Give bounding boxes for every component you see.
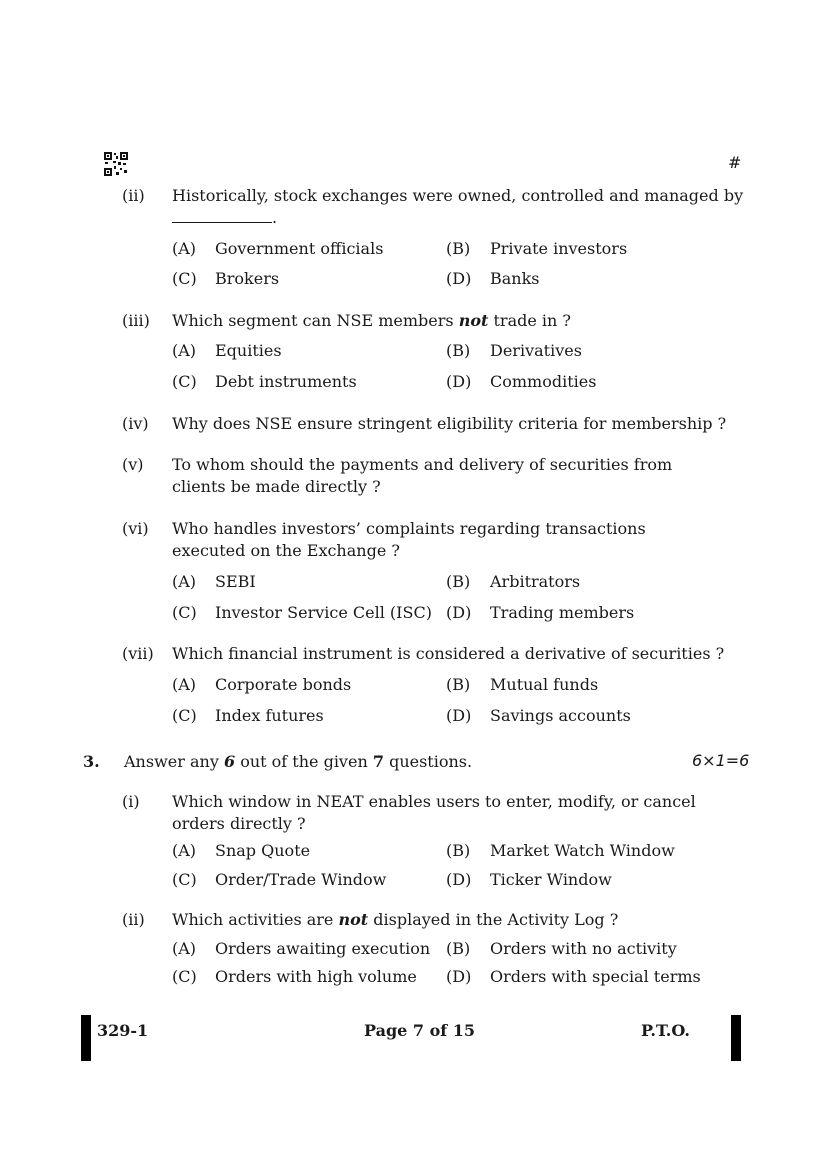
question-blank <box>172 207 277 229</box>
question-keyword: not <box>458 311 489 330</box>
section-number: 3. <box>83 752 100 771</box>
option-text: Investor Service Cell (ISC) <box>215 603 432 622</box>
option-label: (B) <box>446 572 471 591</box>
option-label: (D) <box>446 967 472 986</box>
option-text: Banks <box>490 269 540 288</box>
option-label: (A) <box>172 341 197 360</box>
page-hash-mark: # <box>728 153 742 172</box>
question-number: (i) <box>122 792 140 811</box>
question-number: (ii) <box>122 186 145 205</box>
option-text: Snap Quote <box>215 841 311 860</box>
question-text: Which window in NEAT enables users to enter, modify, or cancel orders directly ? <box>172 792 696 833</box>
option-label: (C) <box>172 372 197 391</box>
option-label: (C) <box>172 603 197 622</box>
option-text: Government officials <box>215 239 384 258</box>
option-label: (A) <box>172 841 197 860</box>
question-number: (v) <box>122 455 144 474</box>
section-instruction <box>124 751 472 773</box>
option-text: Mutual funds <box>490 675 599 694</box>
instruction-count-answer: 6 <box>223 752 236 771</box>
option-text: Orders with no activity <box>490 939 677 958</box>
instruction-mid: out of the given <box>240 752 368 771</box>
question-text-post: displayed in the Activity Log ? <box>373 910 619 929</box>
option-text: Equities <box>215 341 282 360</box>
question-text-post: trade in ? <box>493 311 571 330</box>
option-label: (A) <box>172 675 197 694</box>
option-text: Orders awaiting execution <box>215 939 431 958</box>
option-label: (B) <box>446 341 471 360</box>
option-text: Commodities <box>490 372 597 391</box>
question-number: (ii) <box>122 910 145 929</box>
option-text: SEBI <box>215 572 256 591</box>
option-text: Orders with special terms <box>490 967 701 986</box>
option-text: Savings accounts <box>490 706 631 725</box>
question-number: (vii) <box>122 644 154 663</box>
option-label: (A) <box>172 939 197 958</box>
please-turn-over: P.T.O. <box>641 1021 690 1040</box>
instruction-count-total: 7 <box>372 752 384 771</box>
option-text: Market Watch Window <box>490 841 675 860</box>
question-keyword: not <box>338 910 369 929</box>
option-text: Corporate bonds <box>215 675 352 694</box>
option-label: (C) <box>172 706 197 725</box>
option-label: (D) <box>446 372 472 391</box>
option-text: Trading members <box>490 603 635 622</box>
option-text: Index futures <box>215 706 324 725</box>
question-text-end: . <box>272 208 278 227</box>
option-label: (B) <box>446 841 471 860</box>
question-text-pre: Which segment can NSE members <box>172 311 454 330</box>
option-text: Debt instruments <box>215 372 357 391</box>
instruction-post: questions. <box>389 752 473 771</box>
option-label: (B) <box>446 675 471 694</box>
page-number: Page 7 of 15 <box>364 1021 475 1040</box>
footer-bar-right <box>731 1015 741 1061</box>
paper-code: 329-1 <box>97 1021 149 1040</box>
option-label: (B) <box>446 939 471 958</box>
option-label: (B) <box>446 239 471 258</box>
option-label: (C) <box>172 269 197 288</box>
option-label: (D) <box>446 603 472 622</box>
fill-blank <box>172 208 272 223</box>
option-label: (A) <box>172 239 197 258</box>
option-text: Order/Trade Window <box>215 870 387 889</box>
option-text: Private investors <box>490 239 628 258</box>
question-text: Why does NSE ensure stringent eligibility criteria for membership ? <box>172 414 727 433</box>
question-text <box>172 310 571 332</box>
option-label: (C) <box>172 967 197 986</box>
section-marks: 6×1=6 <box>692 751 750 770</box>
option-text: Derivatives <box>490 341 582 360</box>
question-text: To whom should the payments and delivery of securities from clients be made directly ? <box>172 455 673 496</box>
question-number: (vi) <box>122 519 149 538</box>
question-number: (iii) <box>122 311 150 330</box>
option-label: (C) <box>172 870 197 889</box>
question-text: Who handles investors’ complaints regarding transactions executed on the Exchange ? <box>172 519 646 560</box>
question-text-pre: Which activities are <box>172 910 334 929</box>
option-label: (D) <box>446 269 472 288</box>
option-label: (D) <box>446 870 472 889</box>
option-text: Brokers <box>215 269 280 288</box>
question-text: Which financial instrument is considered a derivative of securities ? <box>172 644 725 663</box>
question-text <box>172 909 618 931</box>
instruction-pre: Answer any <box>124 752 219 771</box>
option-label: (A) <box>172 572 197 591</box>
qr-code-icon <box>104 152 128 176</box>
option-label: (D) <box>446 706 472 725</box>
question-text: Historically, stock exchanges were owned, controlled and managed by <box>172 186 744 205</box>
footer-bar-left <box>81 1015 91 1061</box>
option-text: Orders with high volume <box>215 967 417 986</box>
option-text: Ticker Window <box>490 870 612 889</box>
option-text: Arbitrators <box>490 572 581 591</box>
question-number: (iv) <box>122 414 149 433</box>
